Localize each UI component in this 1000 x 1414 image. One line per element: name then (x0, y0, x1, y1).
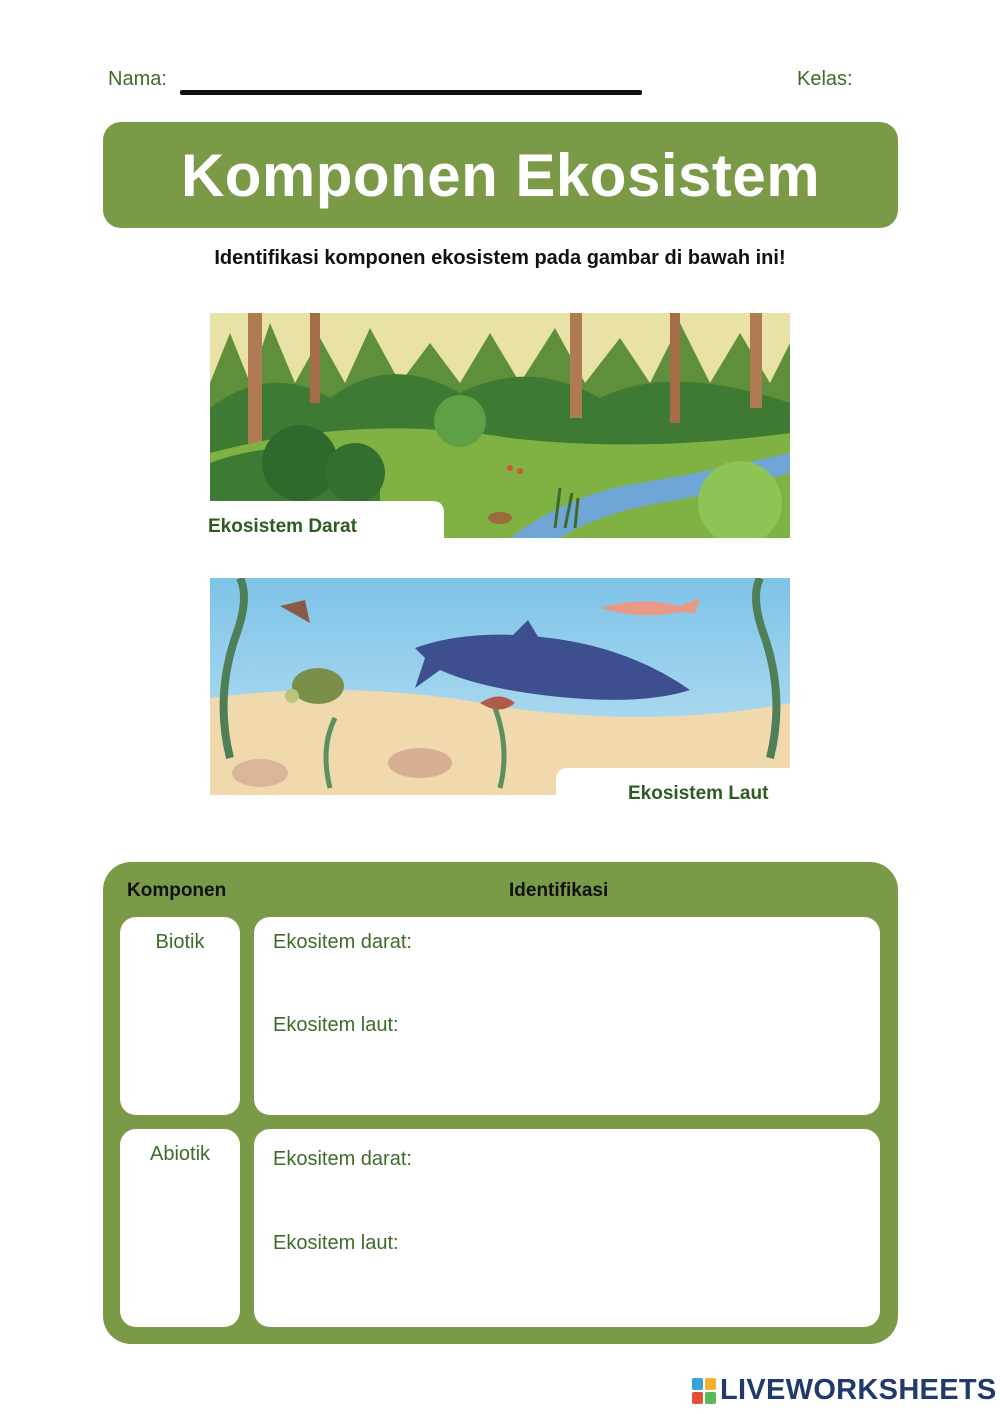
identification-table (103, 862, 898, 1344)
sea-ecosystem-image (210, 578, 790, 795)
class-label: Kelas: (797, 68, 853, 90)
land-ecosystem-caption: Ekosistem Darat (208, 516, 357, 537)
component-label: Biotik (155, 931, 205, 953)
land-ecosystem-label: Ekositem darat: (273, 1148, 412, 1170)
liveworksheets-mark-icon (692, 1378, 716, 1404)
sea-ecosystem-caption: Ekosistem Laut (628, 783, 769, 804)
column-header-component: Komponen (127, 880, 227, 901)
component-label: Abiotik (149, 1143, 211, 1165)
liveworksheets-logo[interactable] (692, 1374, 997, 1407)
column-header-identification: Identifikasi (509, 880, 609, 901)
sea-ecosystem-label: Ekositem laut: (273, 1232, 399, 1254)
component-cell-abiotic (120, 1129, 240, 1327)
instruction-text: Identifikasi komponen ekosistem pada gambar di bawah ini! (214, 247, 786, 269)
land-ecosystem-label: Ekositem darat: (273, 931, 412, 953)
page-title: Komponen Ekosistem (180, 141, 821, 209)
sea-ecosystem-label: Ekositem laut: (273, 1014, 399, 1036)
identification-cell-biotic[interactable] (254, 917, 880, 1115)
component-cell-biotic (120, 917, 240, 1115)
land-ecosystem-image (210, 313, 790, 538)
identification-cell-abiotic[interactable] (254, 1129, 880, 1327)
name-label: Nama: (108, 68, 167, 90)
title-banner (103, 122, 898, 228)
footer-brand-text: LIVEWORKSHEETS (720, 1374, 997, 1406)
name-underline[interactable] (180, 90, 642, 95)
